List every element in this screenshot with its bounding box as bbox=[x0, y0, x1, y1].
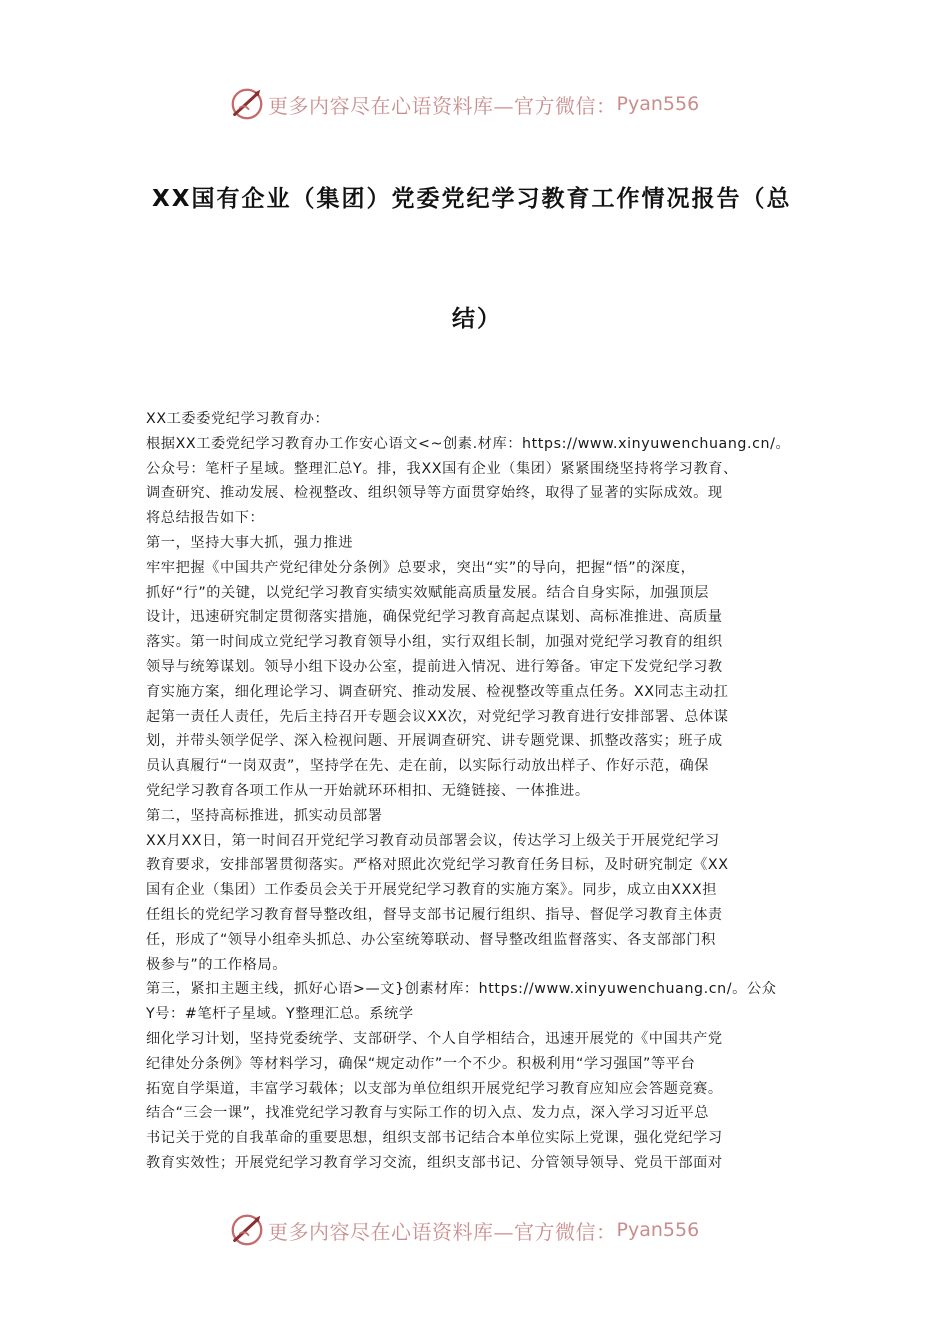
body-line: XX月XX日，第一时间召开党纪学习教育动员部署会议，传达学习上级关于开展党纪学习 bbox=[146, 832, 720, 849]
body-line: 纪律处分条例》等材料学习，确保“规定动作”一个不少。积极利用“学习强国”等平台 bbox=[146, 1055, 696, 1072]
body-line: 教育要求，安排部署贯彻落实。严格对照此次党纪学习教育任务目标，及时研究制定《XX bbox=[146, 857, 729, 874]
pen-logo-icon bbox=[228, 85, 266, 123]
watermark-text: 更多内容尽在心语资料库—官方微信： bbox=[268, 93, 617, 118]
body-line: 任，形成了“领导小组牵头抓总、办公室统筹联动、督导整改组监督落实、各支部部门积 bbox=[146, 931, 716, 948]
body-line: 结合“三会一课”，找准党纪学习教育与实际工作的切入点、发力点，深入学习习近平总 bbox=[146, 1105, 710, 1122]
body-line: 落实。第一时间成立党纪学习教育领导小组，实行双组长制，加强对党纪学习教育的组织 bbox=[146, 634, 723, 651]
body-line: 教育实效性；开展党纪学习教育学习交流，组织支部书记、分管领导领导、党员干部面对 bbox=[146, 1154, 723, 1171]
watermark-banner-top bbox=[228, 82, 728, 126]
section-heading: 第一，坚持大事大抓，强力推进 bbox=[146, 534, 354, 551]
body-line: 起第一责任人责任，先后主持召开专题会议XX次，对党纪学习教育进行安排部署、总体谋 bbox=[146, 708, 729, 725]
watermark-banner-bottom bbox=[228, 1208, 728, 1252]
pen-logo-icon bbox=[228, 1211, 266, 1249]
body-line: 细化学习计划，坚持党委统学、支部研学、个人自学相结合，迅速开展党的《中国共产党 bbox=[146, 1030, 723, 1047]
body-line: 抓好“行”的关键，以党纪学习教育实绩实效赋能高质量发展。结合自身实际，加强顶层 bbox=[146, 584, 710, 601]
body-line: 调查研究、推动发展、检视整改、组织领导等方面贯穿始终，取得了显著的实际成效。现 bbox=[146, 485, 723, 502]
section-heading: 第二，坚持高标推进，抓实动员部署 bbox=[146, 807, 383, 824]
body-line: 书记关于党的自我革命的重要思想，组织支部书记结合本单位实际上党课，强化党纪学习 bbox=[146, 1130, 723, 1147]
body-line: 根据XX工委党纪学习教育办工作安心语文<~创素.材库：https://www.xinyuwenchuang.cn/。 bbox=[146, 435, 791, 452]
section-heading: 第三，紧扣主题主线，抓好心语>—文}创素材库：https://www.xinyuwenchuang.cn/。公众 bbox=[146, 981, 777, 998]
body-line: 党纪学习教育各项工作从一开始就环环相扣、无缝链接、一体推进。 bbox=[146, 782, 590, 799]
body-line: 国有企业（集团）工作委员会关于开展党纪学习教育的实施方案》。同步，成立由XXX担 bbox=[146, 882, 717, 899]
body-line: 拓宽自学渠道，丰富学习载体；以支部为单位组织开展党纪学习教育应知应会答题竞赛。 bbox=[146, 1080, 723, 1097]
watermark-text: 更多内容尽在心语资料库—官方微信： bbox=[268, 1219, 617, 1244]
watermark-handle: Pyan556 bbox=[616, 1219, 700, 1241]
body-line: 划，并带头领学促学、深入检视问题、开展调查研究、讲专题党课、抓整改落实；班子成 bbox=[146, 733, 723, 750]
body-line: 设计，迅速研究制定贯彻落实措施，确保党纪学习教育高起点谋划、高标准推进、高质量 bbox=[146, 609, 723, 626]
body-line: 将总结报告如下： bbox=[146, 510, 265, 527]
document-body bbox=[146, 407, 810, 1176]
body-line: 员认真履行“一岗双责”，坚持学在先、走在前，以实际行动放出样子、作好示范，确保 bbox=[146, 758, 710, 775]
body-line: 育实施方案，细化理论学习、调查研究、推动发展、检视整改等重点任务。XX同志主动扛 bbox=[146, 683, 729, 700]
body-line: Y号：#笔杆子星域。Y整理汇总。系统学 bbox=[146, 1006, 414, 1023]
body-line: 极参与”的工作格局。 bbox=[146, 956, 288, 973]
document-title-line-2: 结） bbox=[452, 306, 502, 332]
body-line: 任组长的党纪学习教育督导整改组，督导支部书记履行组织、指导、督促学习教育主体责 bbox=[146, 906, 723, 923]
body-line: 公众号：笔杆子星域。整理汇总Y。排，我XX国有企业（集团）紧紧围绕坚持将学习教育、 bbox=[146, 460, 738, 477]
watermark-handle: Pyan556 bbox=[616, 93, 700, 115]
body-line: 牢牢把握《中国共产党纪律处分条例》总要求，突出“实”的导向，把握“悟”的深度， bbox=[146, 559, 696, 576]
document-title-line-1: XX国有企业（集团）党委党纪学习教育工作情况报告（总 bbox=[152, 186, 792, 212]
body-line: XX工委委党纪学习教育办： bbox=[146, 411, 330, 427]
body-line: 领导与统筹谋划。领导小组下设办公室，提前进入情况、进行筹备。审定下发党纪学习教 bbox=[146, 658, 723, 675]
